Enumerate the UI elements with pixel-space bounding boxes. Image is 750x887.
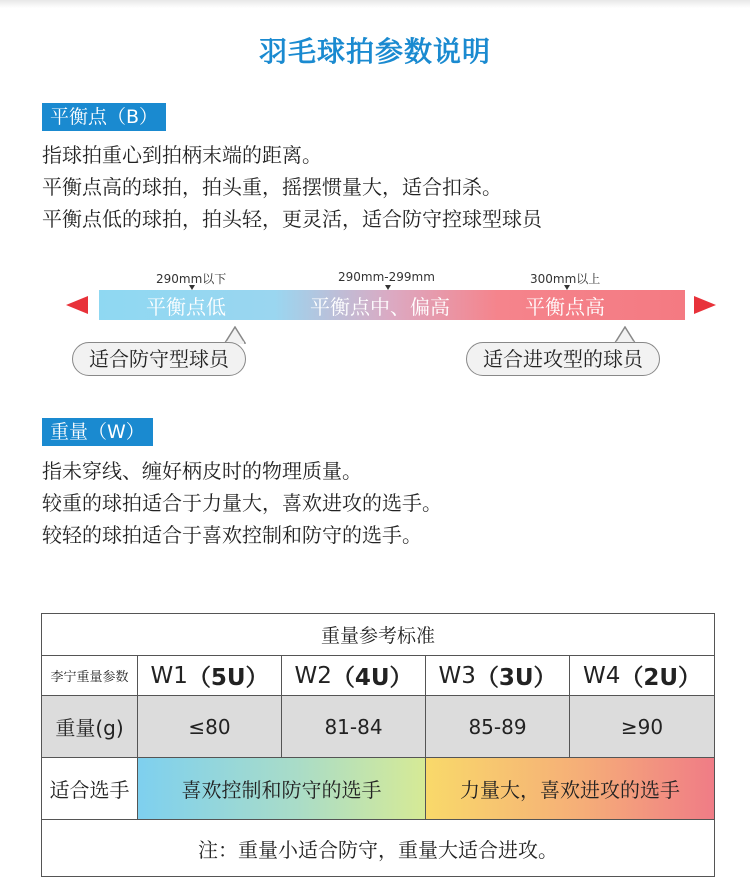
grade-u: （5U） <box>187 665 269 691</box>
grade-w: W4 <box>582 662 621 689</box>
attack-player-pill: 适合进攻型的球员 <box>466 342 660 376</box>
grade-w: W3 <box>438 662 476 689</box>
weight-line-1: 指未穿线、缠好柄皮时的物理质量。 <box>42 459 362 483</box>
balance-line-2: 平衡点高的球拍，拍头重，摇摆惯量大，适合扣杀。 <box>42 175 502 199</box>
tick-label-high: 300mm以上 <box>530 272 601 286</box>
table-note-row <box>42 820 714 876</box>
suitable-label-cell: 适合选手 <box>42 758 138 819</box>
grade-w: W2 <box>294 662 332 689</box>
balance-description <box>42 139 542 235</box>
table-row <box>42 696 714 758</box>
weight-line-3: 较轻的球拍适合于喜欢控制和防守的选手。 <box>42 523 422 547</box>
balance-section-tag: 平衡点（B） <box>42 103 166 131</box>
weight-value-cell: 85-89 <box>426 696 570 757</box>
weight-value-cell: ≥90 <box>620 714 664 739</box>
arrow-left-icon <box>66 296 88 314</box>
weight-label-cell: 重量(g) <box>42 696 138 757</box>
page-title: 羽毛球拍参数说明 <box>258 35 491 68</box>
suitable-light-cell: 喜欢控制和防守的选手 <box>138 758 426 819</box>
grade-cell <box>570 656 714 695</box>
param-label-cell: 李宁重量参数 <box>42 656 138 695</box>
balance-line-1: 指球拍重心到拍柄末端的距离。 <box>42 143 322 167</box>
weight-value-cell: 81-84 <box>282 696 426 757</box>
grade-u: （2U） <box>620 665 702 691</box>
grade-cell <box>282 656 426 695</box>
weight-value-cell: ≤80 <box>138 696 282 757</box>
balance-line-3: 平衡点低的球拍，拍头轻，更灵活，适合防守控球型球员 <box>42 207 542 231</box>
defense-player-pill: 适合防守型球员 <box>72 342 246 376</box>
table-title: 重量参考标准 <box>320 625 435 647</box>
weight-description <box>42 455 442 551</box>
weight-section-tag: 重量（W） <box>42 418 153 446</box>
segment-low-label: 平衡点低 <box>146 295 226 319</box>
grade-u: （4U） <box>331 665 413 691</box>
table-title-row <box>42 614 714 656</box>
table-note: 注：重量小适合防守，重量大适合进攻。 <box>198 837 558 862</box>
table-row <box>42 656 714 696</box>
segment-high-label: 平衡点高 <box>525 295 605 319</box>
table-row <box>42 758 714 820</box>
tick-label-mid: 290mm-299mm <box>338 270 435 284</box>
arrow-right-icon <box>694 296 716 314</box>
suitable-heavy-cell: 力量大，喜欢进攻的选手 <box>426 758 714 819</box>
tick-label-low: 290mm以下 <box>156 272 227 286</box>
weight-reference-table <box>41 613 715 877</box>
grade-cell <box>426 656 570 695</box>
grade-cell <box>138 656 282 695</box>
weight-line-2: 较重的球拍适合于力量大，喜欢进攻的选手。 <box>42 491 442 515</box>
grade-u: （3U） <box>475 665 557 691</box>
top-shadow <box>0 0 750 8</box>
grade-w: W1 <box>150 662 188 689</box>
segment-mid-label: 平衡点中、偏高 <box>310 295 450 319</box>
